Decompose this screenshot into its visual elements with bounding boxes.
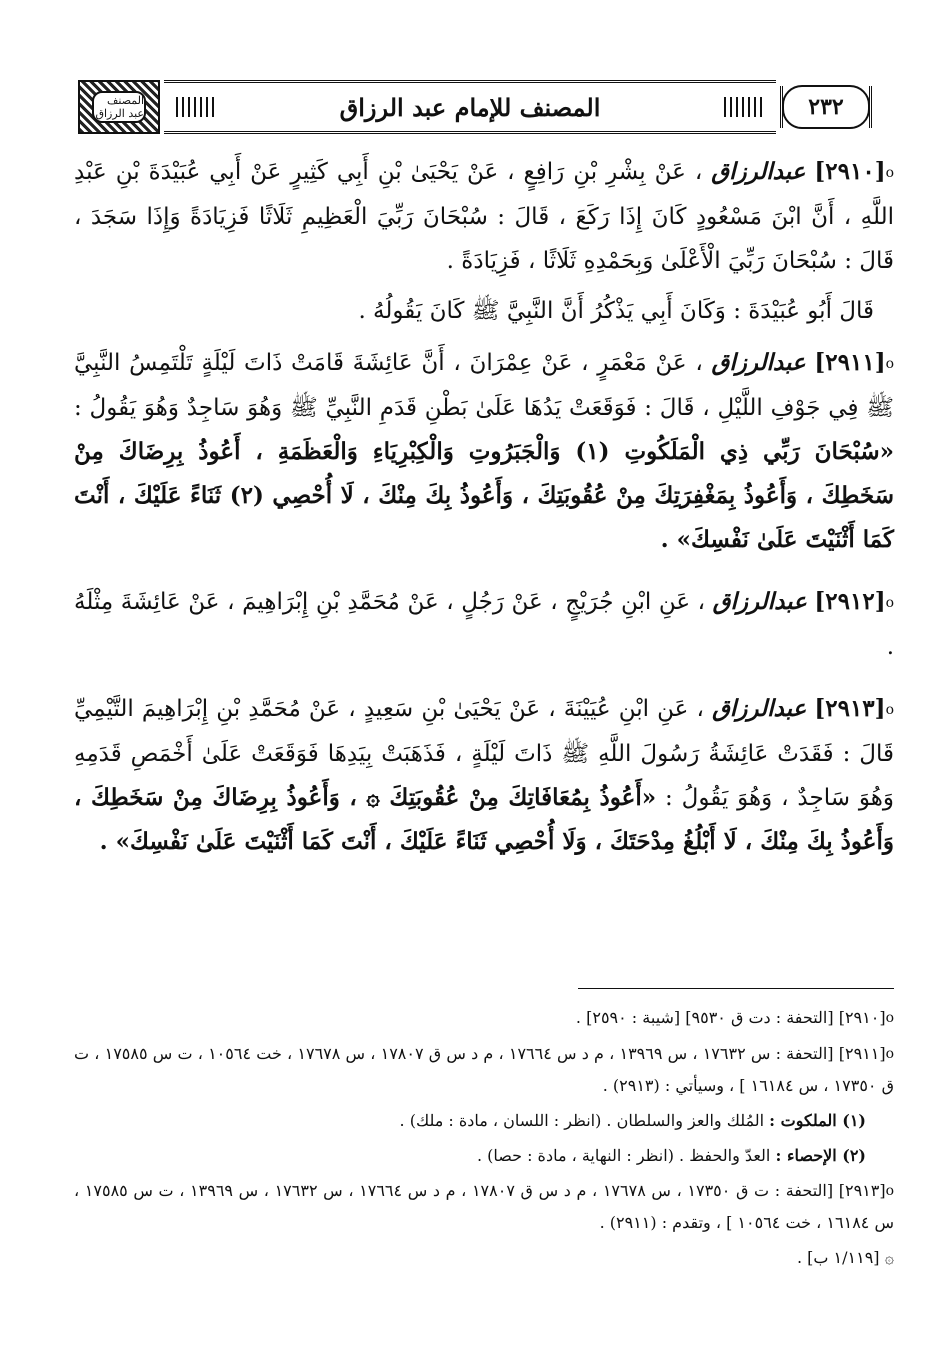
hadith-number: [٢٩١١] (814, 349, 886, 376)
footnote-marker-icon: o (885, 1046, 895, 1062)
decorative-pattern (176, 97, 216, 117)
hadith-2912 (74, 580, 894, 669)
footnote-2911: o[٢٩١١] [التحفة : س ١٧٦٣٢ ، س ١٣٩٦٩ ، م د س ١٧٦٦٤ ، م د س ق ١٧٨٠٧ ، س ١٧٦٧٨ ، خت ١٠٥٦٤ ، ت س ١٧٥٨٥ ، ت ق ١٧٣٥٠ ، س ١٦١٨٤ ] ، وسيأتي : (٢٩١٣) . (74, 1044, 895, 1095)
hadith-text: ، عَنْ مَعْمَرٍ ، عَنْ عِمْرَانَ ، أَنَّ عَائِشَةَ قَامَتْ ذَاتَ لَيْلَةٍ تَلْتَمِسُ النَّبِيَّ ﷺ فِي جَوْفِ اللَّيْلِ ، قَالَ : فَوَقَعَتْ يَدُهَا عَلَىٰ بَطْنِ قَدَمِ النَّبِيِّ ﷺ وَهُوَ سَاجِدٌ وَهُوَ يَقُولُ : (74, 350, 894, 421)
narrator: عبدالرزاق (711, 158, 806, 185)
hadith-text: ، عَنْ بِشْرِ بْنِ رَافِعٍ ، عَنْ يَحْيَىٰ بْنِ أَبِي كَثِيرٍ عَنْ أَبِي عُبَيْدَةَ بْنِ عَبْدِ اللَّهِ ، أَنَّ ابْنَ مَسْعُودٍ كَانَ إِذَا رَكَعَ ، قَالَ : سُبْحَانَ رَبِّيَ الْعَظِيمِ ثَلَاثًا فَزِيَادَةً وَإِذَا سَجَدَ ، قَالَ : سُبْحَانَ رَبِّيَ الْأَعْلَىٰ وَبِحَمْدِهِ ثَلَاثًا ، فَزِيَادَةً . (74, 159, 894, 274)
narrator: عبدالرزاق (712, 588, 807, 615)
hadith-quote: «سُبْحَانَ رَبِّي ذِي الْمَلَكُوتِ (١) وَالْجَبَرُوتِ وَالْكِبْرِيَاءِ وَالْعَظَمَةِ ، أَعُوذُ بِرِضَاكَ مِنْ سَخَطِكَ ، وَأَعُوذُ بِمَغْفِرَتِكَ مِنْ عُقُوبَتِكَ ، وَأَعُوذُ بِكَ مِنْكَ ، لَا أُحْصِي (٢) ثَنَاءً عَلَيْكَ ، أَنْتَ كَمَا أَثْنَيْتَ عَلَىٰ نَفْسِكَ» . (74, 438, 894, 553)
hadith-2910 (74, 150, 894, 283)
footnote-2: (٢) الإحصاء : العدّ والحفظ . (انظر : النهاية ، مادة : حصا) . (476, 1146, 866, 1165)
footnote-label: (١) الملكوت : (769, 1111, 866, 1130)
footnote-divider (578, 988, 894, 989)
hadith-2911 (74, 341, 894, 562)
page-header (78, 78, 872, 136)
hadith-text: ، عَنِ ابْنِ جُرَيْجٍ ، عَنْ رَجُلٍ ، عَنْ مُحَمَّدِ بْنِ إِبْرَاهِيمَ ، عَنْ عَائِشَةَ مِثْلَهُ . (74, 589, 894, 660)
ornament-left (78, 80, 160, 134)
hadith-marker-icon: o (885, 165, 895, 181)
narrator: عبدالرزاق (712, 695, 807, 722)
main-text (74, 150, 894, 872)
hadith-text: ، عَنِ ابْنِ عُيَيْنَةَ ، عَنْ يَحْيَىٰ بْنِ سَعِيدٍ ، عَنْ مُحَمَّدِ بْنِ إِبْرَاهِيمَ التَّيْمِيِّ قَالَ : فَقَدَتْ عَائِشَةُ رَسُولَ اللَّهِ ﷺ ذَاتَ لَيْلَةٍ ، فَذَهَبَتْ بِيَدِهَا فَوَقَعَتْ عَلَىٰ أَخْمَصِ قَدَمِهِ وَهُوَ سَاجِدٌ ، وَهُوَ يَقُولُ : (74, 696, 894, 811)
footnote-1: (١) الملكوت : المُلك والعز والسلطان . (انظر : اللسان ، مادة : ملك) . (399, 1111, 866, 1130)
hadith-number: [٢٩١٠] (814, 158, 886, 185)
decorative-pattern (724, 97, 764, 117)
hadith-number: [٢٩١٢] (814, 588, 886, 615)
narrator: عبدالرزاق (711, 349, 806, 376)
footnotes (74, 1002, 894, 1277)
footnote-2913: o[٢٩١٣] [التحفة : ت ق ١٧٣٥٠ ، س ١٧٦٧٨ ، م د س ق ١٧٨٠٧ ، م د س ١٧٦٦٤ ، س ١٧٦٣٢ ، س ١٣٩٦٩ ، ت س ١٧٥٨٥ ، س ١٦١٨٤ ، خت ١٠٥٦٤ ] ، وتقدم : (٢٩١١) . (74, 1181, 895, 1232)
hadith-2913 (74, 687, 894, 864)
book-title: المصنف للإمام عبد الرزاق (339, 92, 601, 122)
page-number: ٢٣٢ (782, 85, 870, 129)
hadith-marker-icon: o (885, 356, 895, 372)
page-number-frame (780, 80, 872, 134)
hadith-2910-note: قَالَ أَبُو عُبَيْدَةَ : وَكَانَ أَبِي يَذْكُرُ أَنَّ النَّبِيَّ ﷺ كَانَ يَقُولُهُ . (358, 298, 874, 324)
hadith-quote: «أَعُوذُ بِمُعَافَاتِكَ مِنْ عُقُوبَتِكَ ۞ ، وَأَعُوذُ بِرِضَاكَ مِنْ سَخَطِكَ ، وَأَعُوذُ بِكَ مِنْكَ ، لَا أَبْلُغُ مِدْحَتَكَ ، وَلَا أُحْصِي ثَنَاءً عَلَيْكَ ، أَنْتَ كَمَا أَثْنَيْتَ عَلَىٰ نَفْسِكَ» . (74, 784, 894, 855)
footnote-marker-icon: o (885, 1183, 895, 1199)
hadith-marker-icon: o (885, 702, 894, 718)
footnote-manuscript: ۞ [١/١١٩ ب] . (796, 1248, 894, 1267)
footnote-marker-icon: o (885, 1010, 894, 1026)
footnote-2910: o[٢٩١٠] [التحفة : دت ق ٩٥٣٠] [شيبة : ٢٥٩٠] . (575, 1008, 894, 1027)
ornament-left-label: المصنف عبد الرزاق (92, 91, 146, 123)
footnote-label: (٢) الإحصاء : (775, 1146, 866, 1165)
header-title-band (164, 80, 776, 134)
hadith-number: [٢٩١٣] (814, 695, 886, 722)
hadith-marker-icon: o (885, 595, 895, 611)
